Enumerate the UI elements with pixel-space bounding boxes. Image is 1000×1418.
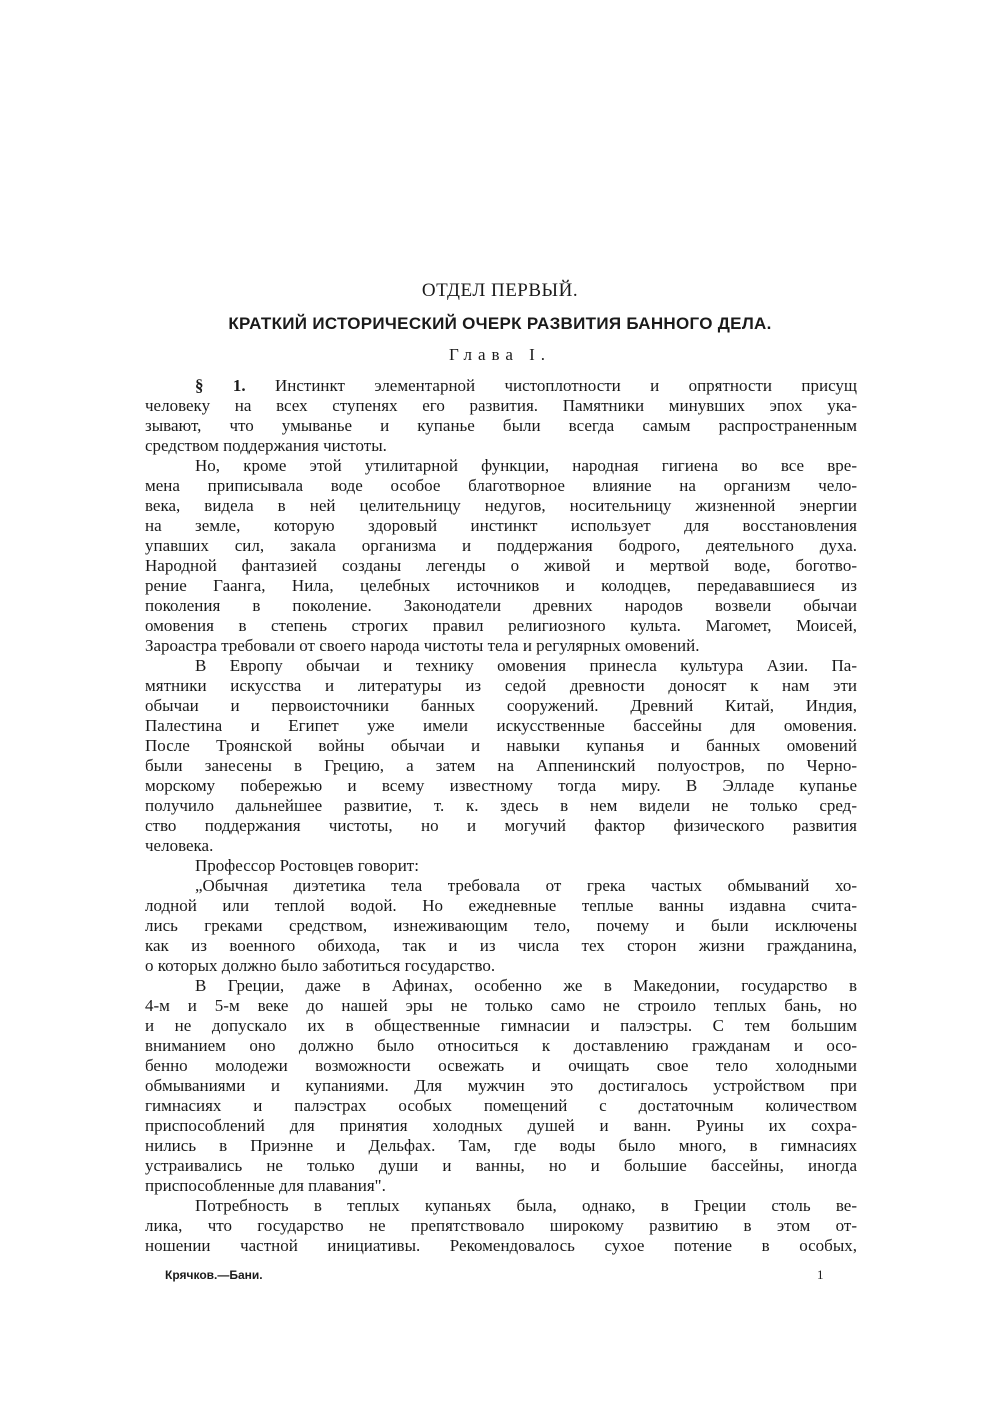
text-line: и не допускало их в общественные гимнасии и палэстры. С тем большим	[145, 1016, 857, 1035]
text-line: 4-м и 5-м веке до нашей эры не только само не строило теплых бань, но	[145, 996, 857, 1015]
text-line: нились в Приэнне и Дельфах. Там, где воды было много, в гимнасиях	[145, 1136, 857, 1155]
text-line: века, видела в ней целительницу недугов, носительницу жизненной энергии	[145, 496, 857, 515]
paragraph	[145, 976, 857, 1196]
text-line: лись греками средством, изнеживающим тело, почему и были исключены	[145, 916, 857, 935]
text-line: В Европу обычаи и технику омовения принесла культура Азии. Па-	[195, 656, 857, 675]
paragraph	[145, 876, 857, 976]
text-line: „Обычная диэтетика тела требовала от грека частых обмываний хо-	[195, 876, 857, 895]
page-number: 1	[817, 1267, 824, 1282]
text-line: рение Гаанга, Нила, целебных источников и колодцев, передававшиеся из	[145, 576, 857, 595]
paragraph	[145, 1196, 857, 1256]
text-line: получило дальнейшее развитие, т. к. здесь в нем видели не только сред-	[145, 796, 857, 815]
text-line: омовения в степень строгих правил религиозного культа. Магомет, Моисей,	[145, 616, 857, 635]
paragraph	[145, 376, 857, 456]
text-line: упавших сил, закала организма и поддержания бодрого, деятельного духа.	[145, 536, 857, 555]
text-line: Потребность в теплых купаньях была, однако, в Греции столь ве-	[195, 1196, 857, 1215]
text-line: о которых должно было заботиться государство.	[145, 956, 496, 975]
text-line: После Троянской войны обычаи и навыки купанья и банных омовений	[145, 736, 857, 755]
text-line: приспособленные для плавания".	[145, 1176, 386, 1195]
paragraph	[145, 856, 857, 876]
text-line: поколения в поколение. Законодатели древних народов возвели обычаи	[145, 596, 857, 615]
chapter-heading: Глава I.	[448, 345, 552, 364]
paragraph	[145, 456, 857, 656]
text-line: морскому побережью и всему известному тогда миру. В Элладе купанье	[145, 776, 857, 795]
text-line: гимнасиях и палэстрах особых помещений с достаточным количеством	[145, 1096, 857, 1115]
text-line: лодной или теплой водой. Но ежедневные теплые ванны издавна счита-	[145, 896, 857, 915]
text-line: обмываниями и купаниями. Для мужчин это достигалось устройством при	[145, 1076, 857, 1095]
section-heading: ОТДЕЛ ПЕРВЫЙ.	[421, 280, 579, 301]
text-line: человеку на всех ступенях его развития. Памятники минувших эпох ука-	[145, 396, 857, 415]
text-line: § 1. Инстинкт элементарной чистоплотности и опрятности присущ	[195, 376, 857, 395]
body-text	[145, 376, 857, 1256]
text-line: Но, кроме этой утилитарной функции, народная гигиена во все вре-	[195, 456, 857, 475]
text-line: вниманием оно должно было относиться к доставлению гражданам и осо-	[145, 1036, 857, 1055]
text-line: Народной фантазией созданы легенды о живой и мертвой воде, боготво-	[145, 556, 857, 575]
text-line: Профессор Ростовцев говорит:	[195, 856, 419, 875]
text-line: ношении частной инициативы. Рекомендовалось сухое потение в особых,	[145, 1236, 857, 1255]
text-line: бенно молодежи возможности освежать и очищать свое тело холодными	[145, 1056, 857, 1075]
paragraph-mark: § 1.	[195, 376, 246, 395]
text-line: как из военного обихода, так и из числа тех сторон жизни гражданина,	[145, 936, 857, 955]
text-line: обычаи и первоисточники банных сооружений. Древний Китай, Индия,	[145, 696, 857, 715]
text-line: ство поддержания чистоты, но и могучий фактор физического развития	[145, 816, 857, 835]
text-line: устраивались не только души и ванны, но и большие бассейны, иногда	[145, 1156, 857, 1175]
text-line: Палестина и Египет уже имели искусственные бассейны для омовения.	[145, 716, 857, 735]
text-line: средством поддержания чистоты.	[145, 436, 387, 455]
text-line: Зароастра требовали от своего народа чистоты тела и регулярных омовений.	[145, 636, 700, 655]
section-title: КРАТКИЙ ИСТОРИЧЕСКИЙ ОЧЕРК РАЗВИТИЯ БАННОГО ДЕЛА.	[228, 314, 772, 333]
text-line: на земле, которую здоровый инстинкт использует для восстановления	[145, 516, 857, 535]
text-line: мятники искусства и литературы из седой древности доносят к нам эти	[145, 676, 857, 695]
text-line: мена приписывала воде особое благотворное влияние на организм чело-	[145, 476, 857, 495]
text-line: лика, что государство не препятствовало широкому развитию в этом от-	[145, 1216, 857, 1235]
text-line: приспособлений для принятия холодных душей и ванн. Руины их сохра-	[145, 1116, 857, 1135]
paragraph	[145, 656, 857, 856]
footer-signature: Крячков.—Бани.	[165, 1268, 263, 1282]
text-line: В Греции, даже в Афинах, особенно же в Македонии, государство в	[195, 976, 857, 995]
text-line: зывают, что умыванье и купанье были всегда самым распространенным	[145, 416, 857, 435]
text-line: были занесены в Грецию, а затем на Аппенинский полуостров, по Черно-	[145, 756, 857, 775]
text-line: человека.	[145, 836, 214, 855]
